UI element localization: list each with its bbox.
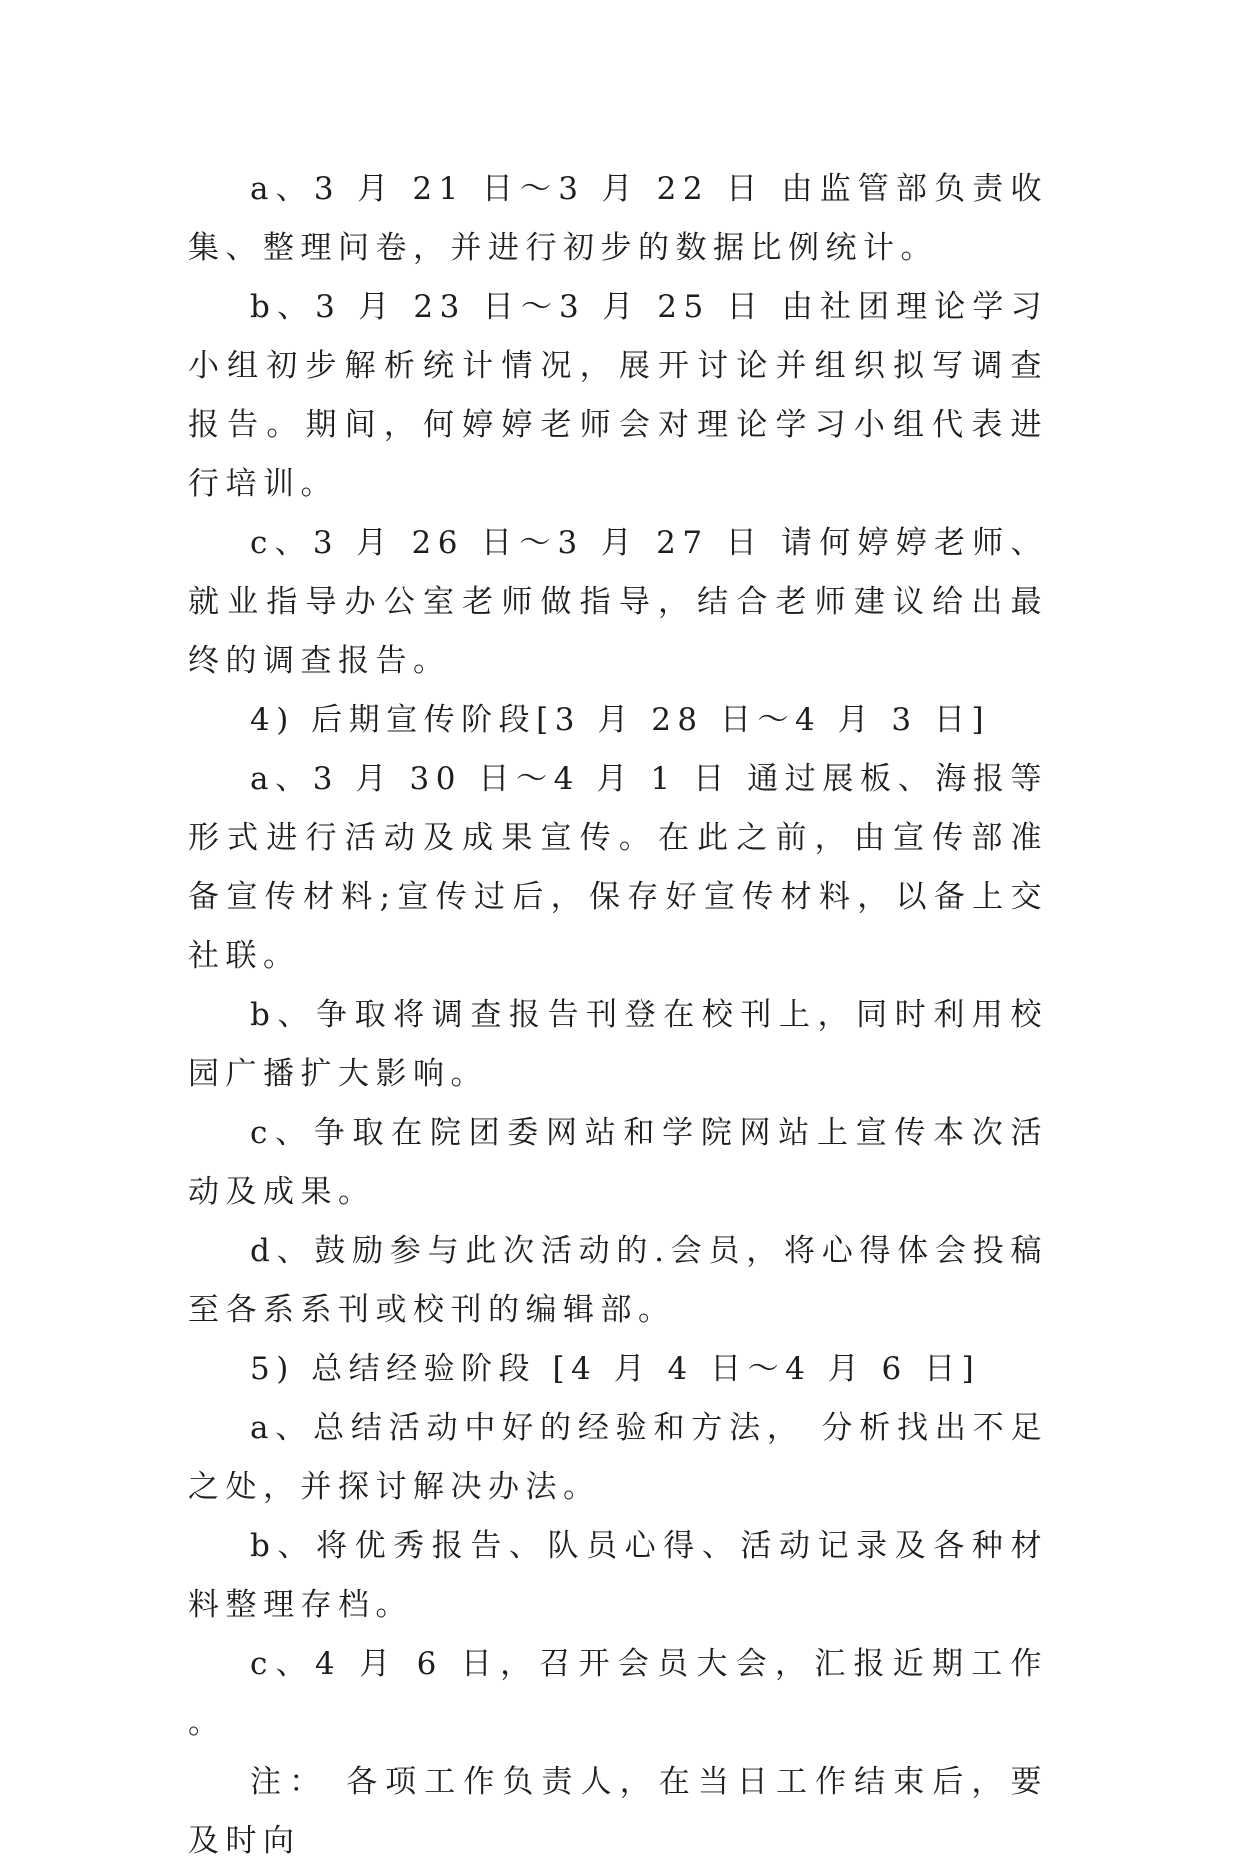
paragraph-c-website: c、争取在院团委网站和学院网站上宣传本次活动及成果。 [188, 1115, 1048, 1210]
paragraph-a-summary: a、总结活动中好的经验和方法， 分析找出不足之处，并探讨解决办法。 [188, 1410, 1048, 1505]
paragraph-b-archive: b、将优秀报告、队员心得、活动记录及各种材料整理存档。 [188, 1528, 1048, 1623]
paragraph-c-guidance: c、3 月 26 日～3 月 27 日 请何婷婷老师、就业指导办公室老师做指导，结合老师建议给出最终的调查报告。 [188, 525, 1048, 679]
paragraph-d-submissions: d、鼓励参与此次活动的.会员，将心得体会投稿至各系系刊或校刊的编辑部。 [188, 1233, 1048, 1328]
paragraph-b-analysis: b、3 月 23 日～3 月 25 日 由社团理论学习小组初步解析统计情况，展开讨论并组织拟写调查报告。期间，何婷婷老师会对理论学习小组代表进行培训。 [188, 289, 1048, 502]
section-heading-publicity-stage: 4) 后期宣传阶段[3 月 28 日～4 月 3 日] [250, 702, 991, 738]
paragraph-c-general-meeting: c、4 月 6 日，召开会员大会，汇报近期工作。 [188, 1646, 1048, 1741]
paragraph-a-questionnaire: a、3 月 21 日～3 月 22 日 由监管部负责收集、整理问卷，并进行初步的数据比例统计。 [188, 171, 1048, 266]
paragraph-b-school-journal: b、争取将调查报告刊登在校刊上，同时利用校园广播扩大影响。 [188, 997, 1048, 1092]
document-body [188, 160, 1048, 1871]
section-heading-summary-stage: 5) 总结经验阶段 [4 月 4 日～4 月 6 日] [250, 1351, 981, 1387]
paragraph-a-publicity: a、3 月 30 日～4 月 1 日 通过展板、海报等形式进行活动及成果宣传。在此之前，由宣传部准备宣传材料;宣传过后，保存好宣传材料，以备上交社联。 [188, 761, 1048, 974]
paragraph-note: 注： 各项工作负责人，在当日工作结束后，要及时向 [188, 1764, 1048, 1859]
